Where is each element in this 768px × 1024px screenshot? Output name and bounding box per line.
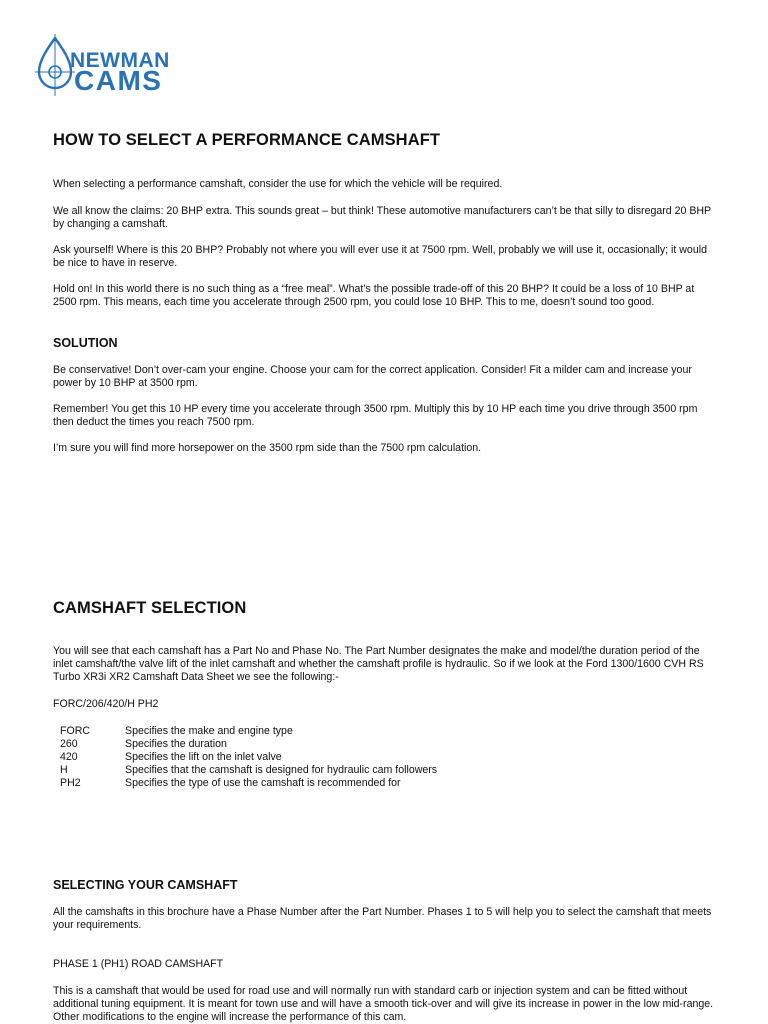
part-code-example: FORC/206/420/H PH2 bbox=[53, 698, 159, 710]
logo-text-newman: NEWMAN bbox=[70, 49, 170, 72]
legend-description: Specifies the duration bbox=[125, 738, 227, 750]
legend-code: FORC bbox=[60, 725, 91, 737]
paragraph-ask-yourself: Ask yourself! Where is this 20 BHP? Probably not where you will ever use it at 7500 rpm. Well, probably we will use it, occasionally; it would be nice to have in reserve. bbox=[53, 244, 707, 269]
part-code-legend bbox=[60, 725, 437, 790]
legend-row bbox=[60, 777, 437, 790]
newman-cams-logo bbox=[34, 34, 196, 96]
paragraph-part-number: You will see that each camshaft has a Part No and Phase No. The Part Number designates the make and model/the duration period of the inlet camshaft/the valve lift of the inlet camshaft and whether the camshaft profile is hydraulic. So if we look at the Ford 1300/1600 CVH RS Turbo XR3i XR2 Camshaft Data Sheet we see the following:- bbox=[53, 645, 704, 683]
paragraph-remember: Remember! You get this 10 HP every time you accelerate through 3500 rpm. Multiply this by 10 HP each time you drive through 3500 rpm then deduct the times you reach 7500 rpm. bbox=[53, 403, 698, 428]
legend-row bbox=[60, 738, 437, 751]
legend-row bbox=[60, 725, 437, 738]
selecting-heading: SELECTING YOUR CAMSHAFT bbox=[53, 878, 238, 892]
legend-row bbox=[60, 751, 437, 764]
legend-description: Specifies the make and engine type bbox=[125, 725, 293, 737]
legend-description: Specifies the type of use the camshaft is recommended for bbox=[125, 777, 401, 789]
legend-row bbox=[60, 764, 437, 777]
logo-text-cams: CAMS bbox=[74, 65, 163, 96]
legend-code: H bbox=[60, 764, 68, 776]
legend-description: Specifies that the camshaft is designed for hydraulic cam followers bbox=[125, 764, 438, 776]
camshaft-selection-heading: CAMSHAFT SELECTION bbox=[53, 599, 247, 617]
legend-code: 260 bbox=[60, 738, 78, 750]
paragraph-phase-numbers: All the camshafts in this brochure have a Phase Number after the Part Number. Phases 1 to 5 will help you to select the camshaft that meets your requirements. bbox=[53, 906, 712, 931]
legend-description: Specifies the lift on the inlet valve bbox=[125, 751, 282, 763]
legend-code: PH2 bbox=[60, 777, 81, 789]
paragraph-intro: When selecting a performance camshaft, consider the use for which the vehicle will be required. bbox=[53, 178, 503, 190]
page-title: HOW TO SELECT A PERFORMANCE CAMSHAFT bbox=[53, 131, 441, 149]
solution-heading: SOLUTION bbox=[53, 336, 118, 350]
paragraph-claims: We all know the claims: 20 BHP extra. This sounds great – but think! These automotive manufacturers can’t be that silly to disregard 20 BHP by changing a camshaft. bbox=[53, 205, 711, 230]
phase1-heading: PHASE 1 (PH1) ROAD CAMSHAFT bbox=[53, 958, 224, 970]
paragraph-hold-on: Hold on! In this world there is no such thing as a “free meal”. What’s the possible trade-off of this 20 BHP? It could be a loss of 10 BHP at 2500 rpm. This means, each time you accelerate through 2500 rpm, you could lose 10 BHP. This to me, doesn’t sound too good. bbox=[53, 283, 695, 308]
paragraph-conclusion: I’m sure you will find more horsepower on the 3500 rpm side than the 7500 rpm calculation. bbox=[53, 442, 482, 454]
legend-code: 420 bbox=[60, 751, 78, 763]
paragraph-be-conservative: Be conservative! Don’t over-cam your engine. Choose your cam for the correct application. Consider! Fit a milder cam and increase your power by 10 BHP at 3500 rpm. bbox=[53, 364, 692, 389]
paragraph-phase1: This is a camshaft that would be used for road use and will normally run with standard carb or injection system and can be fitted without additional tuning equipment. It is meant for town use and will have a smooth tick-over and will give its increase in power in the low mid-range. Other modifications to the engine will increase the performance of this cam. bbox=[53, 985, 714, 1023]
